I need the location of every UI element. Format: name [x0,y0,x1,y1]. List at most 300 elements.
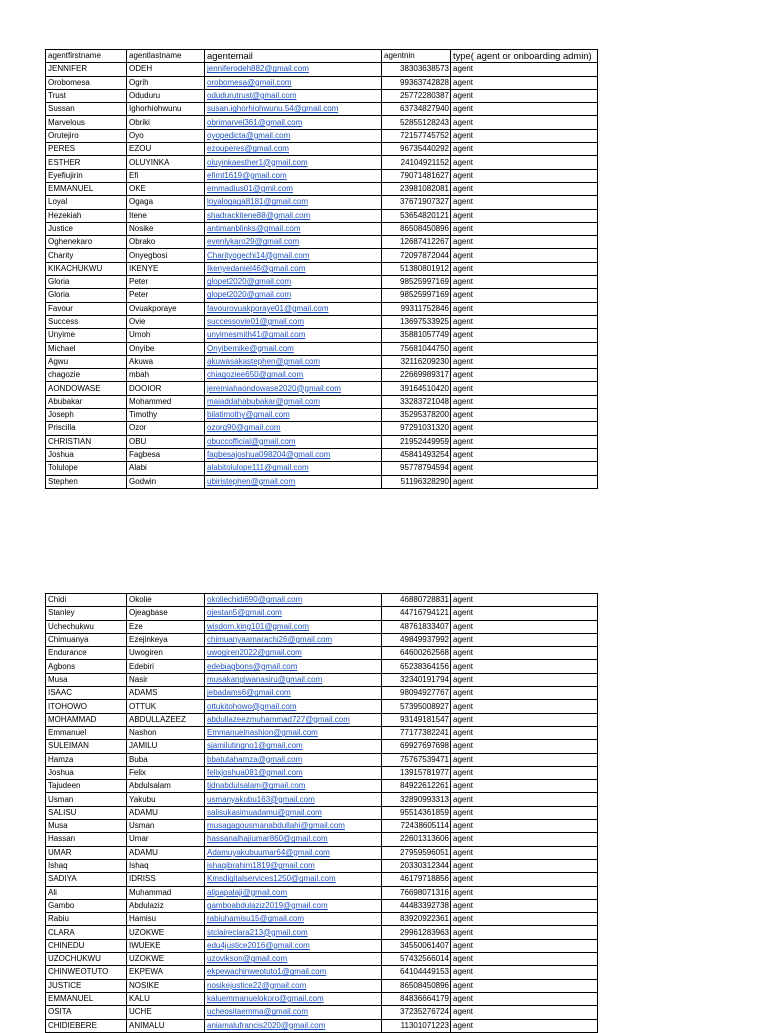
email-cell [205,793,382,806]
firstname-cell: CHRISTIAN [46,435,127,448]
lastname-cell: Ogaga [127,196,205,209]
nin-cell: 29961283963 [382,926,451,939]
email-link[interactable]: Ikenyedaniel46@gmail.com [207,263,306,273]
type-cell: agent [451,766,598,779]
firstname-cell: Ishaq [46,859,127,872]
email-link[interactable]: obuccofficial@gmail.com [207,436,296,446]
email-link[interactable]: ubiristephen@gmail.com [207,476,296,486]
table-row [46,422,598,435]
email-cell [205,660,382,673]
firstname-cell: Favour [46,302,127,315]
email-cell [205,1019,382,1032]
lastname-cell: OTTUK [127,700,205,713]
email-cell [205,740,382,753]
table-row [46,740,598,753]
type-cell: agent [451,129,598,142]
lastname-cell: ABDULLAZEEZ [127,713,205,726]
email-link[interactable]: bbatutahamza@gmail.com [207,754,303,764]
email-cell [205,76,382,89]
email-link[interactable]: edebiagbons@gmail.com [207,661,298,671]
table-row [46,780,598,793]
email-cell [205,369,382,382]
email-link[interactable]: aniamalufrancis2020@gmail.com [207,1020,326,1030]
firstname-cell: Musa [46,820,127,833]
nin-cell: 86508450896 [382,222,451,235]
nin-cell: 57395008927 [382,700,451,713]
nin-cell: 35295378200 [382,409,451,422]
nin-cell: 76698071316 [382,886,451,899]
type-cell: agent [451,953,598,966]
table-row [46,262,598,275]
table-row [46,143,598,156]
nin-cell: 22601313606 [382,833,451,846]
firstname-cell: Rabiu [46,913,127,926]
email-link[interactable]: loyalogaga8181@gmail.com [207,197,309,207]
email-cell [205,116,382,129]
email-link[interactable]: chimuanyaamarachi26@gmail.com [207,635,333,645]
table-row [46,633,598,646]
nin-cell: 72157745752 [382,129,451,142]
nin-cell: 98525997169 [382,276,451,289]
lastname-cell: KALU [127,992,205,1005]
nin-cell: 45841493254 [382,448,451,461]
table-row [46,315,598,328]
email-link[interactable]: alipapalaji@gmail.com [207,887,288,897]
table-row [46,409,598,422]
firstname-cell: ISAAC [46,687,127,700]
type-cell: agent [451,726,598,739]
nin-cell: 53654820121 [382,209,451,222]
nin-cell: 34550061407 [382,939,451,952]
email-link[interactable]: evenlykaro29@gmail.com [207,237,300,247]
email-link[interactable]: tjdnabdulsalam@gmail.com [207,781,306,791]
lastname-cell: ADAMU [127,806,205,819]
lastname-cell: OKE [127,182,205,195]
nin-cell: 32116209230 [382,355,451,368]
type-cell: agent [451,780,598,793]
table-row [46,249,598,262]
email-link[interactable]: gamboabdulaziz2019@gmail.com [207,900,328,910]
email-cell [205,926,382,939]
email-link[interactable]: maiaddahabubakar@gmail.com [207,396,321,406]
table-row [46,222,598,235]
lastname-cell: Nashon [127,726,205,739]
firstname-cell: OSITA [46,1006,127,1019]
nin-cell: 99311752846 [382,302,451,315]
nin-cell: 37235276724 [382,1006,451,1019]
lastname-cell: IWUEKE [127,939,205,952]
email-cell [205,462,382,475]
nin-cell: 72438605114 [382,820,451,833]
type-cell: agent [451,329,598,342]
email-link[interactable]: ezouperes@gmail.com [207,144,289,154]
email-cell [205,820,382,833]
email-link[interactable]: Kmsdigitalservices1250@gmail.com [207,874,336,884]
table-row [46,236,598,249]
nin-cell: 32890993313 [382,793,451,806]
email-link[interactable]: emmadius01@gmil.com [207,184,293,194]
firstname-cell: ITOHOWO [46,700,127,713]
table-row [46,369,598,382]
firstname-cell: Hamza [46,753,127,766]
lastname-cell: Onyibe [127,342,205,355]
email-cell [205,753,382,766]
header-type: type( agent or onboarding admin) [451,50,598,63]
email-link[interactable]: Charityogechi14@gmail.com [207,250,310,260]
email-cell [205,182,382,195]
firstname-cell: SALISU [46,806,127,819]
email-link[interactable]: chiagoziee650@gmail.com [207,370,304,380]
email-cell [205,315,382,328]
type-cell: agent [451,647,598,660]
type-cell: agent [451,342,598,355]
email-link[interactable]: kaluemmanuelokoro@gmail.com [207,994,324,1004]
table-row [46,1019,598,1032]
email-link[interactable]: oluyinkaesther1@gmail.com [207,157,308,167]
type-cell: agent [451,966,598,979]
firstname-cell: Charity [46,249,127,262]
email-link[interactable]: Emmanuelnashion@gmail.com [207,728,318,738]
type-cell: agent [451,846,598,859]
type-cell: agent [451,740,598,753]
firstname-cell: chagozie [46,369,127,382]
lastname-cell: OBU [127,435,205,448]
email-cell [205,236,382,249]
email-link[interactable]: edu4justice2016@gmail.com [207,940,310,950]
email-link[interactable]: alabitolulope111@gmail.com [207,463,309,473]
table-row [46,753,598,766]
email-link[interactable]: jebadams6@gmail.com [207,688,291,698]
table-row [46,594,598,607]
table-row [46,182,598,195]
email-link[interactable]: shadrackitene88@gmail.com [207,210,311,220]
lastname-cell: Edebiri [127,660,205,673]
lastname-cell: DOOIOR [127,382,205,395]
email-link[interactable]: antimanblinks@gmail.com [207,224,301,233]
type-cell: agent [451,607,598,620]
type-cell: agent [451,793,598,806]
type-cell: agent [451,713,598,726]
firstname-cell: Abubakar [46,395,127,408]
type-cell: agent [451,382,598,395]
table-row [46,1006,598,1019]
email-link[interactable]: musakangiwanasiru@gmail.com [207,674,323,684]
type-cell: agent [451,169,598,182]
email-link[interactable]: rabiuhamisu15@gmail.com [207,914,305,924]
lastname-cell: Abdulaziz [127,899,205,912]
table-row [46,700,598,713]
table-row [46,833,598,846]
nin-cell: 75767539471 [382,753,451,766]
email-cell [205,422,382,435]
table-row [46,620,598,633]
type-cell: agent [451,939,598,952]
email-link[interactable]: ozorg90@gmail.com [207,423,281,433]
email-cell [205,89,382,102]
lastname-cell: Mohammed [127,395,205,408]
email-cell [205,129,382,142]
firstname-cell: Trust [46,89,127,102]
nin-cell: 65238364156 [382,660,451,673]
lastname-cell: Oduduru [127,89,205,102]
table-row [46,209,598,222]
lastname-cell: NOSIKE [127,979,205,992]
table-row [46,793,598,806]
nin-cell: 77177382241 [382,726,451,739]
table-row [46,435,598,448]
type-cell: agent [451,262,598,275]
nin-cell: 33283721048 [382,395,451,408]
lastname-cell: Ojeagbase [127,607,205,620]
table-row [46,289,598,302]
type-cell: agent [451,63,598,76]
table-row [46,673,598,686]
email-link[interactable]: bilatimothy@gmail.com [207,410,290,420]
table-row [46,329,598,342]
firstname-cell: JENNIFER [46,63,127,76]
email-link[interactable]: akuwasakastephen@gmail.com [207,356,321,366]
table-row [46,979,598,992]
email-cell [205,833,382,846]
table-row [46,846,598,859]
table-row [46,276,598,289]
firstname-cell: Tolulope [46,462,127,475]
type-cell: agent [451,395,598,408]
table-row [46,660,598,673]
email-cell [205,1006,382,1019]
nin-cell: 35881057749 [382,329,451,342]
firstname-cell: Agbons [46,660,127,673]
type-cell: agent [451,315,598,328]
email-cell [205,687,382,700]
firstname-cell: Success [46,315,127,328]
table-row [46,926,598,939]
email-link[interactable]: unyimesmith41@gmail.com [207,330,306,340]
table-row [46,859,598,872]
table-row [46,302,598,315]
firstname-cell: CHINEDU [46,939,127,952]
table-row [46,713,598,726]
type-cell: agent [451,1019,598,1032]
firstname-cell: Justice [46,222,127,235]
lastname-cell: Peter [127,289,205,302]
lastname-cell: EZOU [127,143,205,156]
email-link[interactable]: abdullazeezmuhammad727@gmail.com [207,714,350,724]
nin-cell: 13697533925 [382,315,451,328]
firstname-cell: Hassan [46,833,127,846]
email-link[interactable]: ekpewachinweotuto1@gmail.com [207,967,327,977]
email-cell [205,448,382,461]
lastname-cell: Itene [127,209,205,222]
table-row [46,766,598,779]
firstname-cell: Stanley [46,607,127,620]
lastname-cell: ODEH [127,63,205,76]
email-cell [205,673,382,686]
table-row [46,63,598,76]
email-link[interactable]: okoliechidi690@gmail.com [207,595,303,605]
nin-cell: 51196328290 [382,475,451,488]
type-cell: agent [451,89,598,102]
email-link[interactable]: stclaireclara213@gmail.com [207,927,308,937]
table-row [46,966,598,979]
nin-cell: 38303638573 [382,63,451,76]
lastname-cell: ADAMS [127,687,205,700]
email-link[interactable]: jeremiahaondowase2020@gmail.com [207,383,341,393]
email-link[interactable]: efimt1619@gmail.com [207,170,287,180]
lastname-cell: Onyegbosi [127,249,205,262]
email-link[interactable]: fagbesajoshua098204@gmail.com [207,450,331,460]
lastname-cell: Akuwa [127,355,205,368]
firstname-cell: Joshua [46,448,127,461]
type-cell: agent [451,806,598,819]
email-link[interactable]: ucheositaemma@gmail.com [207,1007,309,1017]
firstname-cell: Gloria [46,289,127,302]
email-link[interactable]: sjamilutingno1@gmail.com [207,741,303,751]
email-link[interactable]: ishaqibrahim1819@gmail.com [207,861,315,871]
nin-cell: 63734827940 [382,103,451,116]
email-link[interactable]: ottukitohowo@gmail.com [207,701,297,711]
lastname-cell: Fagbesa [127,448,205,461]
email-cell [205,939,382,952]
firstname-cell: Emmanuel [46,726,127,739]
nin-cell: 98525997169 [382,289,451,302]
type-cell: agent [451,289,598,302]
table-row [46,76,598,89]
type-cell: agent [451,369,598,382]
lastname-cell: Abdulsalam [127,780,205,793]
email-link[interactable]: susan.ighorhiohwunu.54@gmail.com [207,104,339,114]
firstname-cell: Unyime [46,329,127,342]
email-cell [205,302,382,315]
email-link[interactable]: wisdom.king101@gmail.com [207,621,309,631]
firstname-cell: CLARA [46,926,127,939]
firstname-cell: Stephen [46,475,127,488]
lastname-cell: Ishaq [127,859,205,872]
email-link[interactable]: felixjoshua081@gmail.com [207,768,303,777]
firstname-cell: CHIDIEBERE [46,1019,127,1032]
header-row [46,50,598,63]
firstname-cell: Joseph [46,409,127,422]
firstname-cell: Hezekiah [46,209,127,222]
firstname-cell: UZOCHUKWU [46,953,127,966]
email-cell [205,222,382,235]
email-link[interactable]: usmanyakubu163@gmail.com [207,794,315,804]
nin-cell: 95514361859 [382,806,451,819]
email-link[interactable]: jenniferodeh882@gmail.com [207,64,309,74]
email-link[interactable]: oyopedicta@gmail.com [207,130,291,140]
header-email: agentemail [205,50,382,63]
type-cell: agent [451,753,598,766]
firstname-cell: Michael [46,342,127,355]
type-cell: agent [451,182,598,195]
type-cell: agent [451,899,598,912]
nin-cell: 93149181547 [382,713,451,726]
lastname-cell: ADAMU [127,846,205,859]
nin-cell: 44483392738 [382,899,451,912]
email-cell [205,859,382,872]
email-cell [205,156,382,169]
nin-cell: 48761833407 [382,620,451,633]
email-cell [205,766,382,779]
nin-cell: 13915781977 [382,766,451,779]
nin-cell: 64104449153 [382,966,451,979]
firstname-cell: Gambo [46,899,127,912]
lastname-cell: Obriki [127,116,205,129]
email-link[interactable]: hassanalhajiumar860@gmail.com [207,834,328,844]
firstname-cell: Chimuanya [46,633,127,646]
email-link[interactable]: uwogiren2022@gmail.com [207,648,302,658]
nin-cell: 84836664179 [382,992,451,1005]
email-link[interactable]: Onyibemike@gmail.com [207,343,294,353]
nin-cell: 69927697698 [382,740,451,753]
nin-cell: 46880728831 [382,594,451,607]
email-cell [205,913,382,926]
email-link[interactable]: successovie01@gmail.com [207,317,305,327]
email-cell [205,435,382,448]
email-cell [205,289,382,302]
email-link[interactable]: ojestan5@gmail.com [207,608,282,618]
type-cell: agent [451,76,598,89]
email-link[interactable]: obrimarvel361@gmail.com [207,117,303,127]
email-cell [205,329,382,342]
type-cell: agent [451,143,598,156]
table-row [46,89,598,102]
email-link[interactable]: glopet2020@gmail.com [207,277,292,287]
firstname-cell: JUSTICE [46,979,127,992]
email-cell [205,607,382,620]
nin-cell: 97291031320 [382,422,451,435]
table-row [46,899,598,912]
nin-cell: 24104921152 [382,156,451,169]
lastname-cell: Ogrih [127,76,205,89]
email-link[interactable]: glopet2020@gmail.com [207,290,292,300]
email-link[interactable]: favourovuakporaye01@gmail.com [207,303,329,313]
email-link[interactable]: musagagousmanabdullahi@gmail.com [207,821,345,831]
type-cell: agent [451,222,598,235]
nin-cell: 11301071223 [382,1019,451,1032]
type-cell: agent [451,302,598,315]
lastname-cell: mbah [127,369,205,382]
firstname-cell: Sussan [46,103,127,116]
email-link[interactable]: Adamuyakubuumar64@gmail.com [207,847,330,857]
firstname-cell: EMMANUEL [46,992,127,1005]
table-row [46,913,598,926]
email-link[interactable]: salisukasimuadamu@gmail.com [207,807,322,817]
lastname-cell: Hamisu [127,913,205,926]
nin-cell: 21952449959 [382,435,451,448]
agents-table-2 [45,593,598,1033]
nin-cell: 51380801912 [382,262,451,275]
email-link[interactable]: nosikejustice22@gmail.com [207,980,307,990]
table-row [46,129,598,142]
lastname-cell: Ovuakporaye [127,302,205,315]
table-row [46,607,598,620]
table-row [46,475,598,488]
nin-cell: 12687412267 [382,236,451,249]
email-link[interactable]: odudurutrust@gmail.com [207,91,297,101]
type-cell: agent [451,209,598,222]
email-cell [205,276,382,289]
type-cell: agent [451,687,598,700]
email-link[interactable]: uzovikson@gmail.com [207,954,288,964]
lastname-cell: Timothy [127,409,205,422]
firstname-cell: Ali [46,886,127,899]
nin-cell: 46179718856 [382,873,451,886]
email-link[interactable]: orobomesa@gmail.com [207,77,292,87]
firstname-cell: Gloria [46,276,127,289]
firstname-cell: CHINWEOTUTO [46,966,127,979]
lastname-cell: Buba [127,753,205,766]
